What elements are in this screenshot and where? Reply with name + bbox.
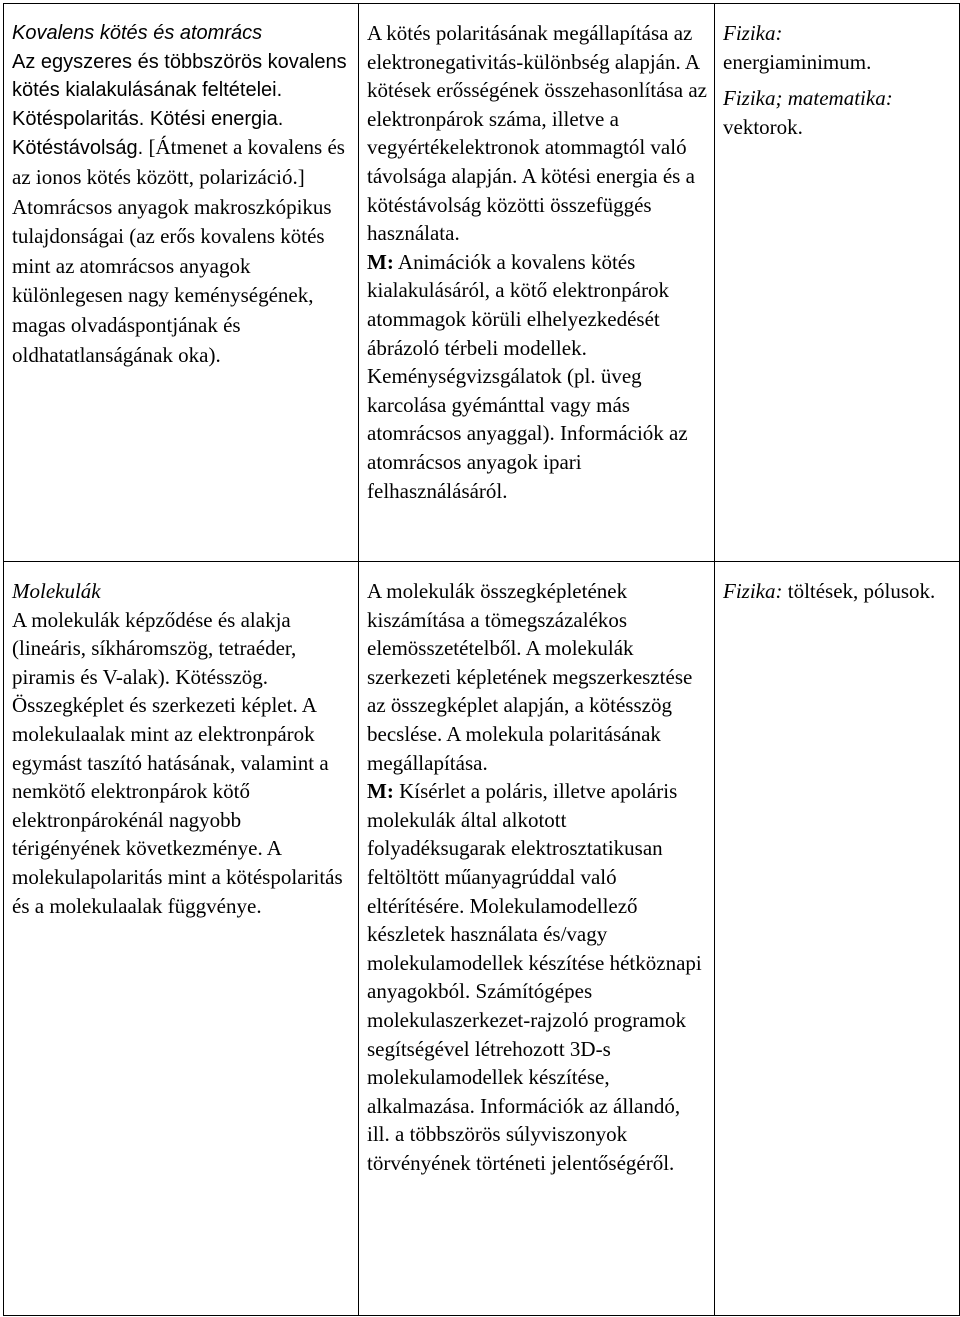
m-label: M: (367, 249, 394, 274)
topic-title: Kovalens kötés és atomrács (12, 22, 263, 44)
links-cell (715, 4, 960, 562)
links-cell (715, 562, 960, 1316)
activity-m-paragraph (367, 777, 708, 1177)
link-label: Fizika: (723, 579, 783, 603)
activity-cell (359, 562, 715, 1316)
topic-content (12, 577, 352, 920)
topic-cell (4, 4, 359, 562)
link-physics (723, 19, 953, 76)
topic-title: Molekulák (12, 579, 101, 603)
activity-m-paragraph (367, 248, 708, 505)
link-text: energiaminimum. (723, 49, 872, 74)
m-label: M: (367, 779, 394, 804)
activity-text: A molekulák összegképletének kiszámítása a tömegszázalékos elemösszetételből. A molekulák szerkezeti képletének megszerkesztése az összegképlet alapján, a kötésszög becslése. A molekula polaritásának megállapítása. (367, 579, 693, 775)
activity-cell (359, 4, 715, 562)
table-row (4, 4, 960, 562)
link-label: Fizika; matematika: (723, 86, 893, 111)
topic-text: A molekulák képződése és alakja (lineáris, síkháromszög, tetraéder, piramis és V-alak). Kötésszög. Összegképlet és szerkezeti képlet. A molekulaalak mint az elektronpárok egymást taszító hatásának, valamint a nemkötő elektronpárok kötő elektronpárokénál nagyobb térigényének következménye. A molekulapolaritás mint a kötéspolaritás és a molekulaalak függvénye. (12, 607, 343, 918)
topic-content (12, 19, 352, 370)
topic-cell (4, 562, 359, 1316)
activity-text: A kötés polaritásának megállapítása az elektronegativitás-különbség alapján. A kötések erősségének összehasonlítása az elektronpárok száma, illetve a vegyértékelektronok atommagtól való távolsága alapján. A kötési energia és a kötéstávolság közötti összefüggés használata. (367, 21, 707, 246)
link-text: vektorok. (723, 114, 803, 139)
link-text: töltések, pólusok. (782, 579, 936, 603)
topic-text-sans: Az egyszeres és többszörös kovalens kötés kialakulásának feltételei. Kötéspolaritás. Kötési energia. Kötéstávolság. (12, 50, 347, 160)
curriculum-table (3, 3, 960, 1316)
m-text: Kísérlet a poláris, illetve apoláris molekulák által alkotott folyadéksugarak elektrosztatikusan feltöltött műanyagrúddal való eltérítésére. Molekulamodellező készletek használata és/vagy molekulamodellek készítése hétköznapi anyagokból. Számítógépes molekulaszerkezet-rajzoló programok segítségével létrehozott 3D-s molekulamodellek készítése, alkalmazása. Információk az állandó, ill. a többszörös súlyviszonyok törvényének történeti jelentőségéről. (367, 779, 702, 1175)
link-physics-math (723, 84, 953, 141)
link-label: Fizika: (723, 21, 783, 45)
m-text: Animációk a kovalens kötés kialakulásáról, a kötő elektronpárok atommagok körüli elhelyezkedését ábrázoló térbeli modellek. Keménységvizsgálatok (pl. üveg karcolása gyémánttal vagy más atomrácsos anyaggal). Információk az atomrácsos anyagok ipari felhasználásáról. (367, 249, 688, 503)
link-physics (723, 577, 953, 606)
topic-text-serif: [Átmenet a kovalens és az ionos kötés között, polarizáció.] Atomrácsos anyagok makroszkópikus tulajdonságai (az erős kovalens kötés mint az atomrácsos anyagok különlegesen nagy keménységének, magas olvadáspontjának és oldhatatlanságának oka). (12, 135, 345, 367)
table-row (4, 562, 960, 1316)
